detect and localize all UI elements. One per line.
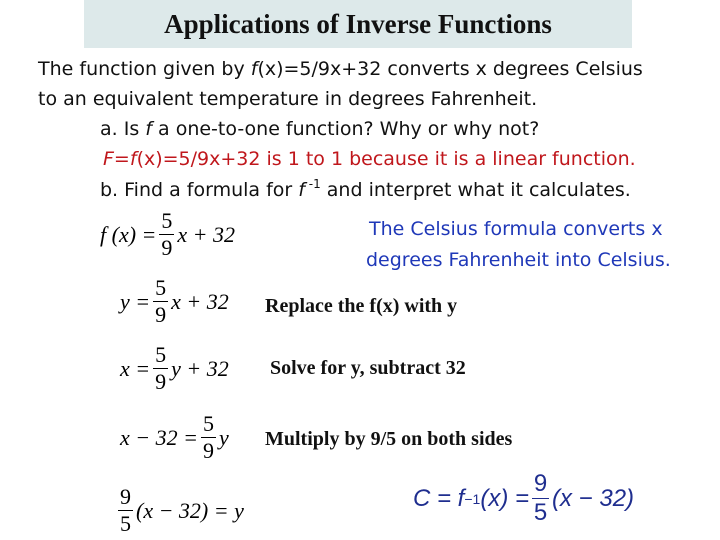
fraction: $\frac{5}{9}$ xyxy=(202,411,214,463)
fraction: $\frac{5}{9}$ xyxy=(155,275,167,327)
fraction: $\frac{9}{5}$ xyxy=(533,470,548,526)
step-multiply: Multiply by 9/5 on both sides xyxy=(265,428,513,450)
equation-swap: x = $\frac{5}{9}$ y + 32 xyxy=(120,342,229,394)
equation-original: f (x) = $\frac{5}{9}$ x + 32 xyxy=(100,208,235,260)
equation-solved: $\frac{9}{5}$ (x − 32) = y xyxy=(120,484,244,536)
equation-replace-y: y = $\frac{5}{9}$ x + 32 xyxy=(120,275,229,327)
step-replace: Replace the f(x) with y xyxy=(265,295,458,317)
equation-final-celsius: C = f −1 (x) = $\frac{9}{5}$ (x − 32) xyxy=(413,470,635,526)
intro-line-2: to an equivalent temperature in degrees Fahrenheit. xyxy=(38,88,538,110)
answer-a: F=f(x)=5/9x+32 is 1 to 1 because it is a linear function. xyxy=(103,148,636,170)
question-b: b. Find a formula for f $^{-1}$ and interpret what it calculates. xyxy=(100,177,631,201)
slide-title: Applications of Inverse Functions xyxy=(164,8,552,39)
equation-subtract: x − 32 = $\frac{5}{9}$ y xyxy=(120,411,229,463)
intro-line-1: The function given by f(x)=5/9x+32 converts x degrees Celsius xyxy=(38,58,643,80)
step-solve: Solve for y, subtract 32 xyxy=(270,357,466,379)
fraction: $\frac{5}{9}$ xyxy=(161,208,173,260)
fraction: $\frac{5}{9}$ xyxy=(155,342,167,394)
note-celsius-line-2: degrees Fahrenheit into Celsius. xyxy=(366,249,671,271)
title-bar xyxy=(84,0,632,48)
question-a: a. Is f a one-to-one function? Why or why not? xyxy=(100,118,540,140)
fraction: $\frac{9}{5}$ xyxy=(120,484,131,536)
note-celsius-line-1: The Celsius formula converts x xyxy=(369,218,663,240)
